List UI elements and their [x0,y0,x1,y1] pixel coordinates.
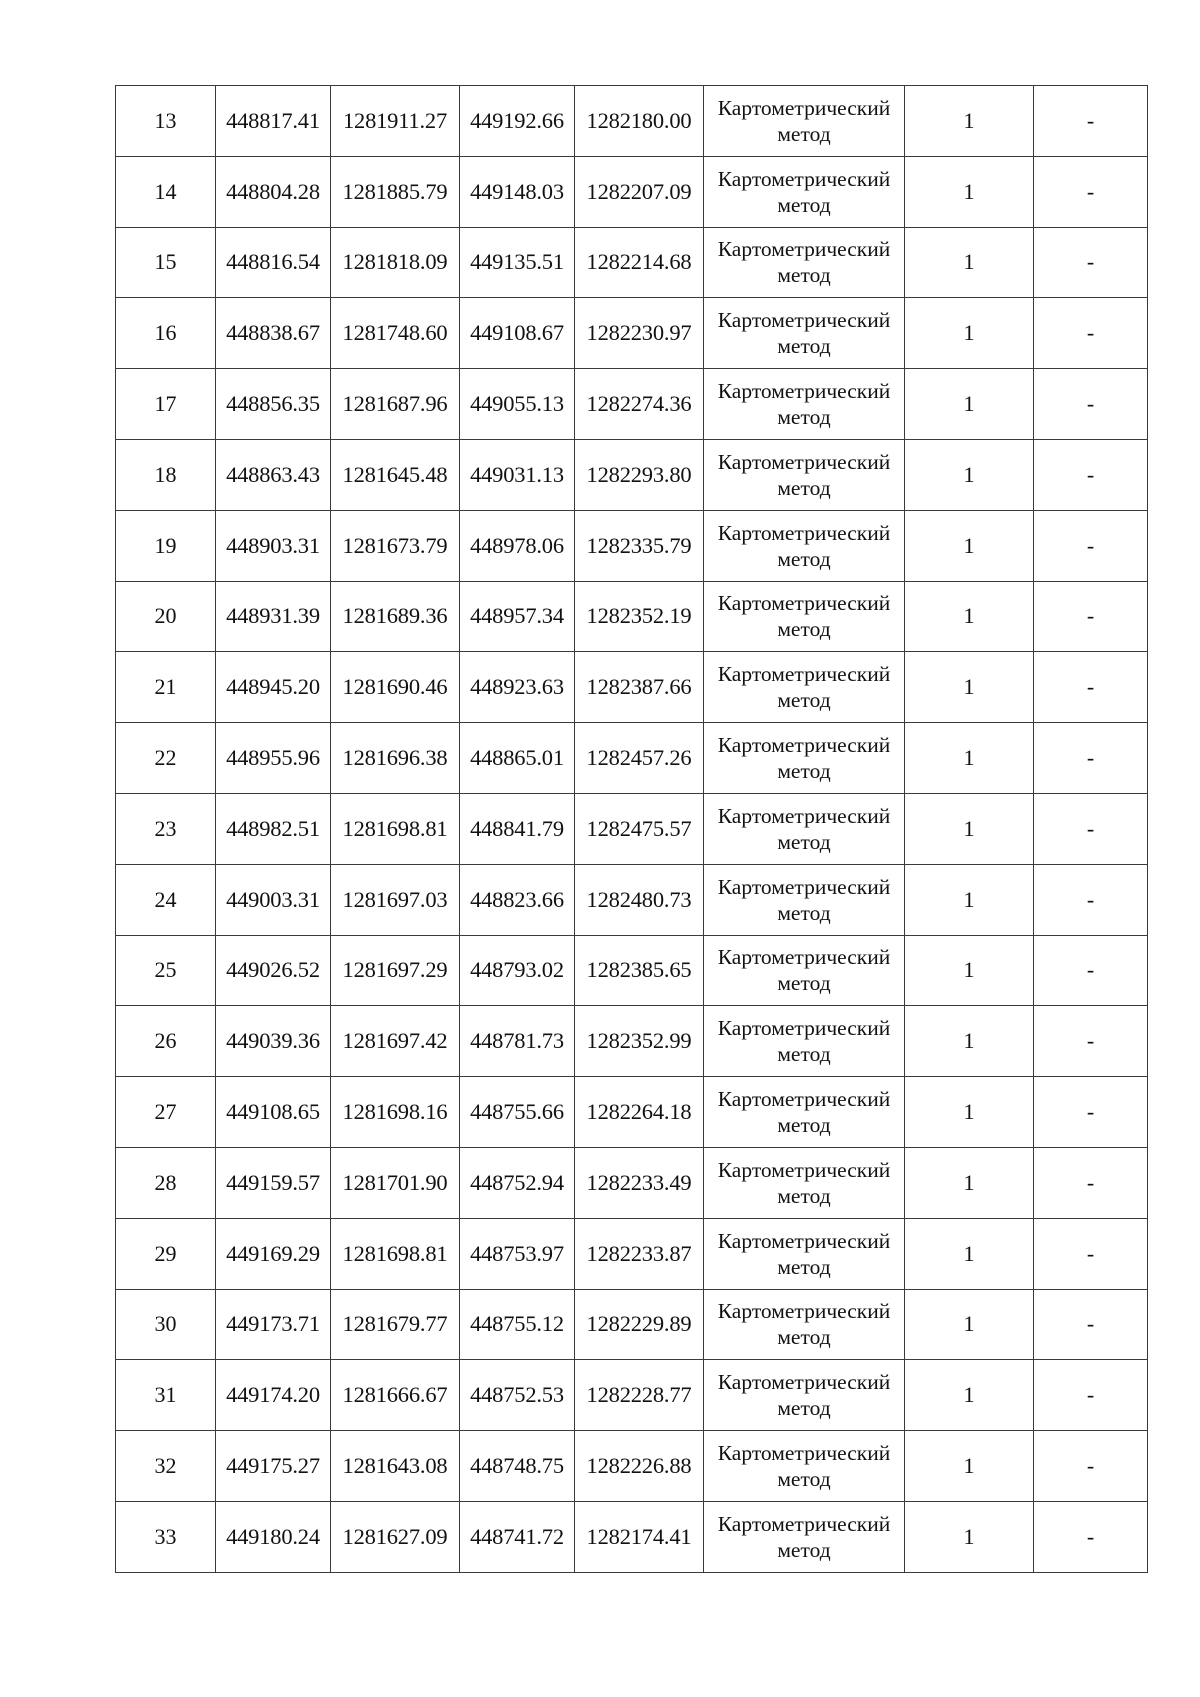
method-line-2: метод [777,1254,831,1279]
cell-x-coordinate: 449169.29 [216,1218,331,1289]
cell-x-coordinate: 448903.31 [216,510,331,581]
cell-note: - [1034,723,1148,794]
cell-note: - [1034,652,1148,723]
cell-x-coordinate: 449026.52 [216,935,331,1006]
cell-x-coordinate-2: 448752.53 [460,1360,575,1431]
cell-x-coordinate-2: 449108.67 [460,298,575,369]
cell-y-coordinate: 1281698.16 [331,1077,460,1148]
cell-x-coordinate-2: 448755.66 [460,1077,575,1148]
method-line-1: Картометрический [717,1157,891,1182]
method-line-2: метод [777,475,831,500]
cell-point-number: 28 [116,1147,216,1218]
cell-y-coordinate: 1281696.38 [331,723,460,794]
method-line-1: Картометрический [717,1441,891,1466]
cell-method [704,86,905,157]
table-row [116,1147,1148,1218]
cell-note: - [1034,1360,1148,1431]
cell-precision: 1 [905,86,1034,157]
cell-point-number: 29 [116,1218,216,1289]
table-row [116,439,1148,510]
table-body [116,86,1148,1573]
cell-precision: 1 [905,298,1034,369]
method-line-2: метод [777,121,831,146]
cell-method [704,723,905,794]
method-line-1: Картометрический [717,95,891,120]
table-row [116,652,1148,723]
cell-x-coordinate-2: 448823.66 [460,864,575,935]
method-line-1: Картометрический [717,237,891,262]
cell-note: - [1034,935,1148,1006]
cell-method [704,156,905,227]
table-row [116,227,1148,298]
method-line-1: Картометрический [717,308,891,333]
cell-y-coordinate-2: 1282233.49 [575,1147,704,1218]
method-line-1: Картометрический [717,166,891,191]
cell-x-coordinate-2: 448865.01 [460,723,575,794]
cell-note: - [1034,1431,1148,1502]
table-row [116,86,1148,157]
cell-y-coordinate-2: 1282352.19 [575,581,704,652]
cell-method [704,227,905,298]
cell-note: - [1034,1501,1148,1572]
cell-precision: 1 [905,1501,1034,1572]
cell-note: - [1034,298,1148,369]
table-row [116,369,1148,440]
cell-x-coordinate: 448817.41 [216,86,331,157]
cell-y-coordinate-2: 1282226.88 [575,1431,704,1502]
method-line-2: метод [777,1467,831,1492]
table-row [116,1360,1148,1431]
coordinates-table [115,85,1148,1573]
cell-precision: 1 [905,369,1034,440]
cell-precision: 1 [905,1006,1034,1077]
cell-precision: 1 [905,935,1034,1006]
cell-note: - [1034,510,1148,581]
method-line-1: Картометрический [717,520,891,545]
table-row [116,156,1148,227]
method-line-1: Картометрический [717,733,891,758]
method-line-1: Картометрический [717,945,891,970]
cell-x-coordinate-2: 448753.97 [460,1218,575,1289]
cell-method [704,1147,905,1218]
method-line-2: метод [777,1113,831,1138]
table-row [116,864,1148,935]
cell-y-coordinate: 1281701.90 [331,1147,460,1218]
cell-x-coordinate-2: 449031.13 [460,439,575,510]
cell-precision: 1 [905,227,1034,298]
method-line-1: Картометрический [717,591,891,616]
cell-method [704,510,905,581]
method-line-1: Картометрический [717,1087,891,1112]
cell-x-coordinate-2: 449135.51 [460,227,575,298]
cell-method [704,1360,905,1431]
method-line-2: метод [777,829,831,854]
cell-precision: 1 [905,1360,1034,1431]
cell-x-coordinate: 449003.31 [216,864,331,935]
table-row [116,581,1148,652]
cell-y-coordinate-2: 1282480.73 [575,864,704,935]
cell-precision: 1 [905,1289,1034,1360]
cell-y-coordinate: 1281673.79 [331,510,460,581]
cell-point-number: 25 [116,935,216,1006]
method-line-2: метод [777,1183,831,1208]
table-row [116,1077,1148,1148]
cell-y-coordinate-2: 1282475.57 [575,793,704,864]
cell-x-coordinate-2: 448755.12 [460,1289,575,1360]
cell-y-coordinate-2: 1282457.26 [575,723,704,794]
cell-method [704,581,905,652]
table-row [116,1501,1148,1572]
cell-y-coordinate: 1281666.67 [331,1360,460,1431]
cell-method [704,1006,905,1077]
cell-y-coordinate-2: 1282228.77 [575,1360,704,1431]
cell-y-coordinate-2: 1282385.65 [575,935,704,1006]
method-line-2: метод [777,1396,831,1421]
cell-y-coordinate-2: 1282233.87 [575,1218,704,1289]
cell-note: - [1034,1218,1148,1289]
cell-x-coordinate-2: 448923.63 [460,652,575,723]
cell-precision: 1 [905,864,1034,935]
cell-x-coordinate: 448838.67 [216,298,331,369]
cell-point-number: 31 [116,1360,216,1431]
cell-x-coordinate: 449174.20 [216,1360,331,1431]
method-line-1: Картометрический [717,449,891,474]
cell-point-number: 33 [116,1501,216,1572]
cell-note: - [1034,1147,1148,1218]
cell-point-number: 23 [116,793,216,864]
cell-method [704,369,905,440]
cell-y-coordinate-2: 1282230.97 [575,298,704,369]
cell-method [704,298,905,369]
cell-y-coordinate-2: 1282207.09 [575,156,704,227]
cell-y-coordinate: 1281643.08 [331,1431,460,1502]
cell-point-number: 20 [116,581,216,652]
cell-precision: 1 [905,439,1034,510]
cell-note: - [1034,793,1148,864]
cell-x-coordinate: 448955.96 [216,723,331,794]
cell-point-number: 16 [116,298,216,369]
cell-point-number: 26 [116,1006,216,1077]
cell-note: - [1034,581,1148,652]
cell-x-coordinate: 449175.27 [216,1431,331,1502]
cell-method [704,652,905,723]
cell-y-coordinate-2: 1282335.79 [575,510,704,581]
cell-point-number: 19 [116,510,216,581]
cell-point-number: 32 [116,1431,216,1502]
cell-precision: 1 [905,793,1034,864]
cell-point-number: 18 [116,439,216,510]
cell-y-coordinate: 1281687.96 [331,369,460,440]
cell-point-number: 30 [116,1289,216,1360]
method-line-2: метод [777,617,831,642]
method-line-2: метод [777,971,831,996]
cell-y-coordinate-2: 1282174.41 [575,1501,704,1572]
method-line-1: Картометрический [717,379,891,404]
cell-method [704,1431,905,1502]
cell-y-coordinate-2: 1282229.89 [575,1289,704,1360]
cell-point-number: 21 [116,652,216,723]
cell-method [704,864,905,935]
table-row [116,510,1148,581]
cell-point-number: 14 [116,156,216,227]
cell-y-coordinate: 1281748.60 [331,298,460,369]
table-row [116,935,1148,1006]
method-line-2: метод [777,1042,831,1067]
cell-x-coordinate: 448863.43 [216,439,331,510]
cell-x-coordinate: 448931.39 [216,581,331,652]
cell-method [704,935,905,1006]
cell-x-coordinate-2: 448781.73 [460,1006,575,1077]
cell-y-coordinate-2: 1282180.00 [575,86,704,157]
cell-y-coordinate: 1281697.42 [331,1006,460,1077]
cell-point-number: 17 [116,369,216,440]
cell-note: - [1034,1077,1148,1148]
method-line-2: метод [777,546,831,571]
cell-note: - [1034,864,1148,935]
cell-x-coordinate-2: 448752.94 [460,1147,575,1218]
method-line-2: метод [777,405,831,430]
table-row [116,723,1148,794]
cell-x-coordinate-2: 448748.75 [460,1431,575,1502]
method-line-1: Картометрический [717,1370,891,1395]
method-line-2: метод [777,759,831,784]
cell-y-coordinate-2: 1282214.68 [575,227,704,298]
cell-x-coordinate-2: 448978.06 [460,510,575,581]
cell-note: - [1034,156,1148,227]
method-line-2: метод [777,1325,831,1350]
cell-x-coordinate-2: 448957.34 [460,581,575,652]
cell-precision: 1 [905,156,1034,227]
table-row [116,1431,1148,1502]
cell-method [704,1289,905,1360]
cell-precision: 1 [905,1218,1034,1289]
method-line-2: метод [777,263,831,288]
cell-y-coordinate: 1281697.03 [331,864,460,935]
cell-point-number: 22 [116,723,216,794]
cell-y-coordinate: 1281645.48 [331,439,460,510]
cell-precision: 1 [905,652,1034,723]
cell-x-coordinate: 448804.28 [216,156,331,227]
cell-precision: 1 [905,1077,1034,1148]
cell-y-coordinate: 1281885.79 [331,156,460,227]
cell-x-coordinate-2: 449192.66 [460,86,575,157]
cell-precision: 1 [905,723,1034,794]
table-row [116,298,1148,369]
cell-method [704,439,905,510]
cell-note: - [1034,439,1148,510]
method-line-2: метод [777,1537,831,1562]
cell-point-number: 27 [116,1077,216,1148]
cell-x-coordinate: 449039.36 [216,1006,331,1077]
cell-method [704,1501,905,1572]
cell-y-coordinate: 1281818.09 [331,227,460,298]
cell-precision: 1 [905,1431,1034,1502]
cell-y-coordinate-2: 1282352.99 [575,1006,704,1077]
cell-precision: 1 [905,510,1034,581]
method-line-1: Картометрический [717,874,891,899]
cell-x-coordinate: 448856.35 [216,369,331,440]
cell-y-coordinate: 1281911.27 [331,86,460,157]
cell-x-coordinate: 449173.71 [216,1289,331,1360]
method-line-2: метод [777,900,831,925]
table-row [116,1218,1148,1289]
cell-note: - [1034,1289,1148,1360]
cell-x-coordinate: 449108.65 [216,1077,331,1148]
cell-x-coordinate-2: 448841.79 [460,793,575,864]
cell-x-coordinate-2: 449055.13 [460,369,575,440]
cell-y-coordinate: 1281698.81 [331,1218,460,1289]
cell-x-coordinate: 448982.51 [216,793,331,864]
method-line-2: метод [777,192,831,217]
cell-y-coordinate: 1281690.46 [331,652,460,723]
cell-y-coordinate: 1281689.36 [331,581,460,652]
cell-y-coordinate-2: 1282293.80 [575,439,704,510]
cell-y-coordinate-2: 1282274.36 [575,369,704,440]
method-line-1: Картометрический [717,1511,891,1536]
method-line-1: Картометрический [717,1299,891,1324]
table-row [116,1289,1148,1360]
cell-x-coordinate: 449180.24 [216,1501,331,1572]
cell-note: - [1034,86,1148,157]
cell-precision: 1 [905,581,1034,652]
cell-x-coordinate: 448945.20 [216,652,331,723]
cell-method [704,793,905,864]
cell-y-coordinate: 1281627.09 [331,1501,460,1572]
cell-point-number: 13 [116,86,216,157]
cell-y-coordinate-2: 1282264.18 [575,1077,704,1148]
cell-precision: 1 [905,1147,1034,1218]
method-line-1: Картометрический [717,803,891,828]
cell-point-number: 15 [116,227,216,298]
cell-x-coordinate-2: 449148.03 [460,156,575,227]
cell-note: - [1034,227,1148,298]
method-line-1: Картометрический [717,1016,891,1041]
cell-y-coordinate: 1281697.29 [331,935,460,1006]
method-line-2: метод [777,688,831,713]
cell-y-coordinate: 1281679.77 [331,1289,460,1360]
cell-y-coordinate-2: 1282387.66 [575,652,704,723]
method-line-2: метод [777,334,831,359]
cell-x-coordinate-2: 448793.02 [460,935,575,1006]
cell-x-coordinate: 449159.57 [216,1147,331,1218]
table-row [116,1006,1148,1077]
cell-y-coordinate: 1281698.81 [331,793,460,864]
cell-method [704,1218,905,1289]
cell-point-number: 24 [116,864,216,935]
cell-x-coordinate: 448816.54 [216,227,331,298]
cell-method [704,1077,905,1148]
table-row [116,793,1148,864]
method-line-1: Картометрический [717,662,891,687]
method-line-1: Картометрический [717,1228,891,1253]
cell-note: - [1034,1006,1148,1077]
cell-x-coordinate-2: 448741.72 [460,1501,575,1572]
cell-note: - [1034,369,1148,440]
